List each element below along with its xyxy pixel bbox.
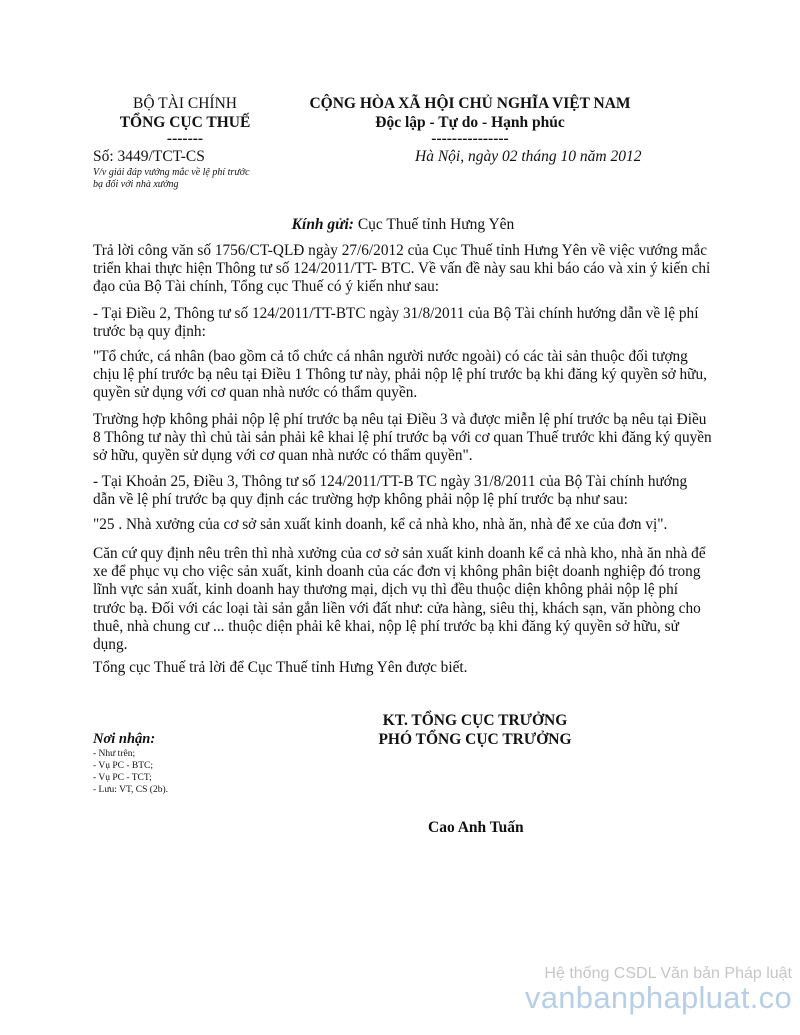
body-paragraph: Căn cứ quy định nêu trên thì nhà xưởng của cơ sở sản xuất kinh doanh kể cả nhà kho, nhà ăn nhà để xe để phục vụ cho việc sản xuất, kinh doanh của các đơn vị không phân biệt doanh nghiệp đó trong lĩnh vực sản xuất, kinh doanh hay thương mại, dịch vụ thì đều thuộc diện không phải nộp lệ phí trước bạ. Đối với các loại tài sản gắn liền với đất như: cửa hàng, siêu thị, khách sạn, văn phòng cho thuê, nhà chung cư ... thuộc diện phải kê khai, nộp lệ phí trước bạ khi đăng ký quyền sở hữu, sử dụng. [93, 545, 706, 654]
body-paragraph: "Tổ chức, cá nhân (bao gồm cả tổ chức cá nhân người nước ngoài) có các tài sản thuộc đối tượng chịu lệ phí trước bạ nêu tại Điều 1 Thông tư này, phải nộp lệ phí trước bạ khi đăng ký quyền sở hữu, quyền sử dụng với cơ quan nhà nước có thẩm quyền. [93, 348, 707, 402]
left-divider: ------- [166, 130, 204, 147]
addressee-name: Cục Thuế tỉnh Hưng Yên [357, 216, 515, 233]
body-paragraph: Trường hợp không phải nộp lệ phí trước bạ nêu tại Điều 3 và được miễn lệ phí trước bạ nêu tại Điều 8 Thông tư này thì chủ tài sản phải kê khai lệ phí trước bạ với cơ quan Thuế trước khi đăng ký quyền sở hữu, quyền sử dụng với cơ quan nhà nước có thẩm quyền". [93, 411, 712, 465]
national-motto: Độc lập - Tự do - Hạnh phúc [375, 114, 565, 131]
body-paragraph: - Tại Điều 2, Thông tư số 124/2011/TT-BTC ngày 31/8/2011 của Bộ Tài chính hướng dẫn về lệ phí trước bạ quy định: [93, 305, 699, 341]
recipient-item: - Lưu: VT, CS (2b). [93, 785, 168, 795]
watermark-line-1: Hệ thống CSDL Văn bản Pháp luật [544, 965, 792, 982]
addressee-label: Kính gửi: [291, 216, 354, 233]
national-title-block [285, 94, 655, 145]
body-paragraph: Trả lời công văn số 1756/CT-QLĐ ngày 27/6/2012 của Cục Thuế tỉnh Hưng Yên về việc vướng mắc triển khai thực hiện Thông tư số 124/2011/TT- BTC. Về vấn đề này sau khi báo cáo và xin ý kiến chỉ đạo của Bộ Tài chính, Tổng cục Thuế có ý kiến như sau: [93, 242, 711, 296]
recipient-item: - Vụ PC - TCT; [93, 773, 152, 783]
signer-name: Cao Anh Tuấn [428, 819, 524, 836]
body-paragraph: "25 . Nhà xưởng của cơ sở sản xuất kinh doanh, kể cả nhà kho, nhà ăn, nhà để xe của đơn vị". [93, 516, 668, 533]
place-date: Hà Nội, ngày 02 tháng 10 năm 2012 [415, 148, 642, 165]
body-paragraph: Tổng cục Thuế trả lời để Cục Thuế tỉnh Hưng Yên được biết. [93, 659, 468, 676]
subject-line [93, 167, 293, 191]
signature-title-1: KT. TỔNG CỤC TRƯỞNG [382, 712, 568, 729]
watermark-line-2: vanbanphapluat.co [524, 980, 792, 1015]
recipients-block [93, 731, 293, 796]
national-title: CỘNG HÒA XÃ HỘI CHỦ NGHĨA VIỆT NAM [309, 95, 631, 112]
signature-title-2: PHÓ TỔNG CỤC TRƯỞNG [378, 731, 572, 748]
department-name: TỔNG CỤC THUẾ [119, 114, 251, 131]
body-paragraph: - Tại Khoản 25, Điều 3, Thông tư số 124/2011/TT-B TC ngày 31/8/2011 của Bộ Tài chính hướng dẫn về lệ phí trước bạ quy định các trường hợp không phải nộp lệ phí trước bạ như sau: [93, 473, 688, 509]
recipient-item: - Vụ PC - BTC; [93, 761, 154, 771]
recipient-item: - Như trên; [93, 749, 136, 759]
ministry-name: BỘ TÀI CHÍNH [133, 95, 237, 112]
subject-line-1: V/v giải đáp vướng mắc về lệ phí trước [93, 167, 250, 178]
document-number: Số: 3449/TCT-CS [93, 148, 205, 165]
recipients-title: Nơi nhận: [93, 731, 156, 747]
signature-block [355, 711, 595, 749]
addressee [93, 216, 713, 234]
subject-line-2: bạ đối với nhà xưởng [93, 179, 179, 190]
right-divider: --------------- [431, 130, 509, 147]
issuing-authority-block [95, 94, 275, 145]
